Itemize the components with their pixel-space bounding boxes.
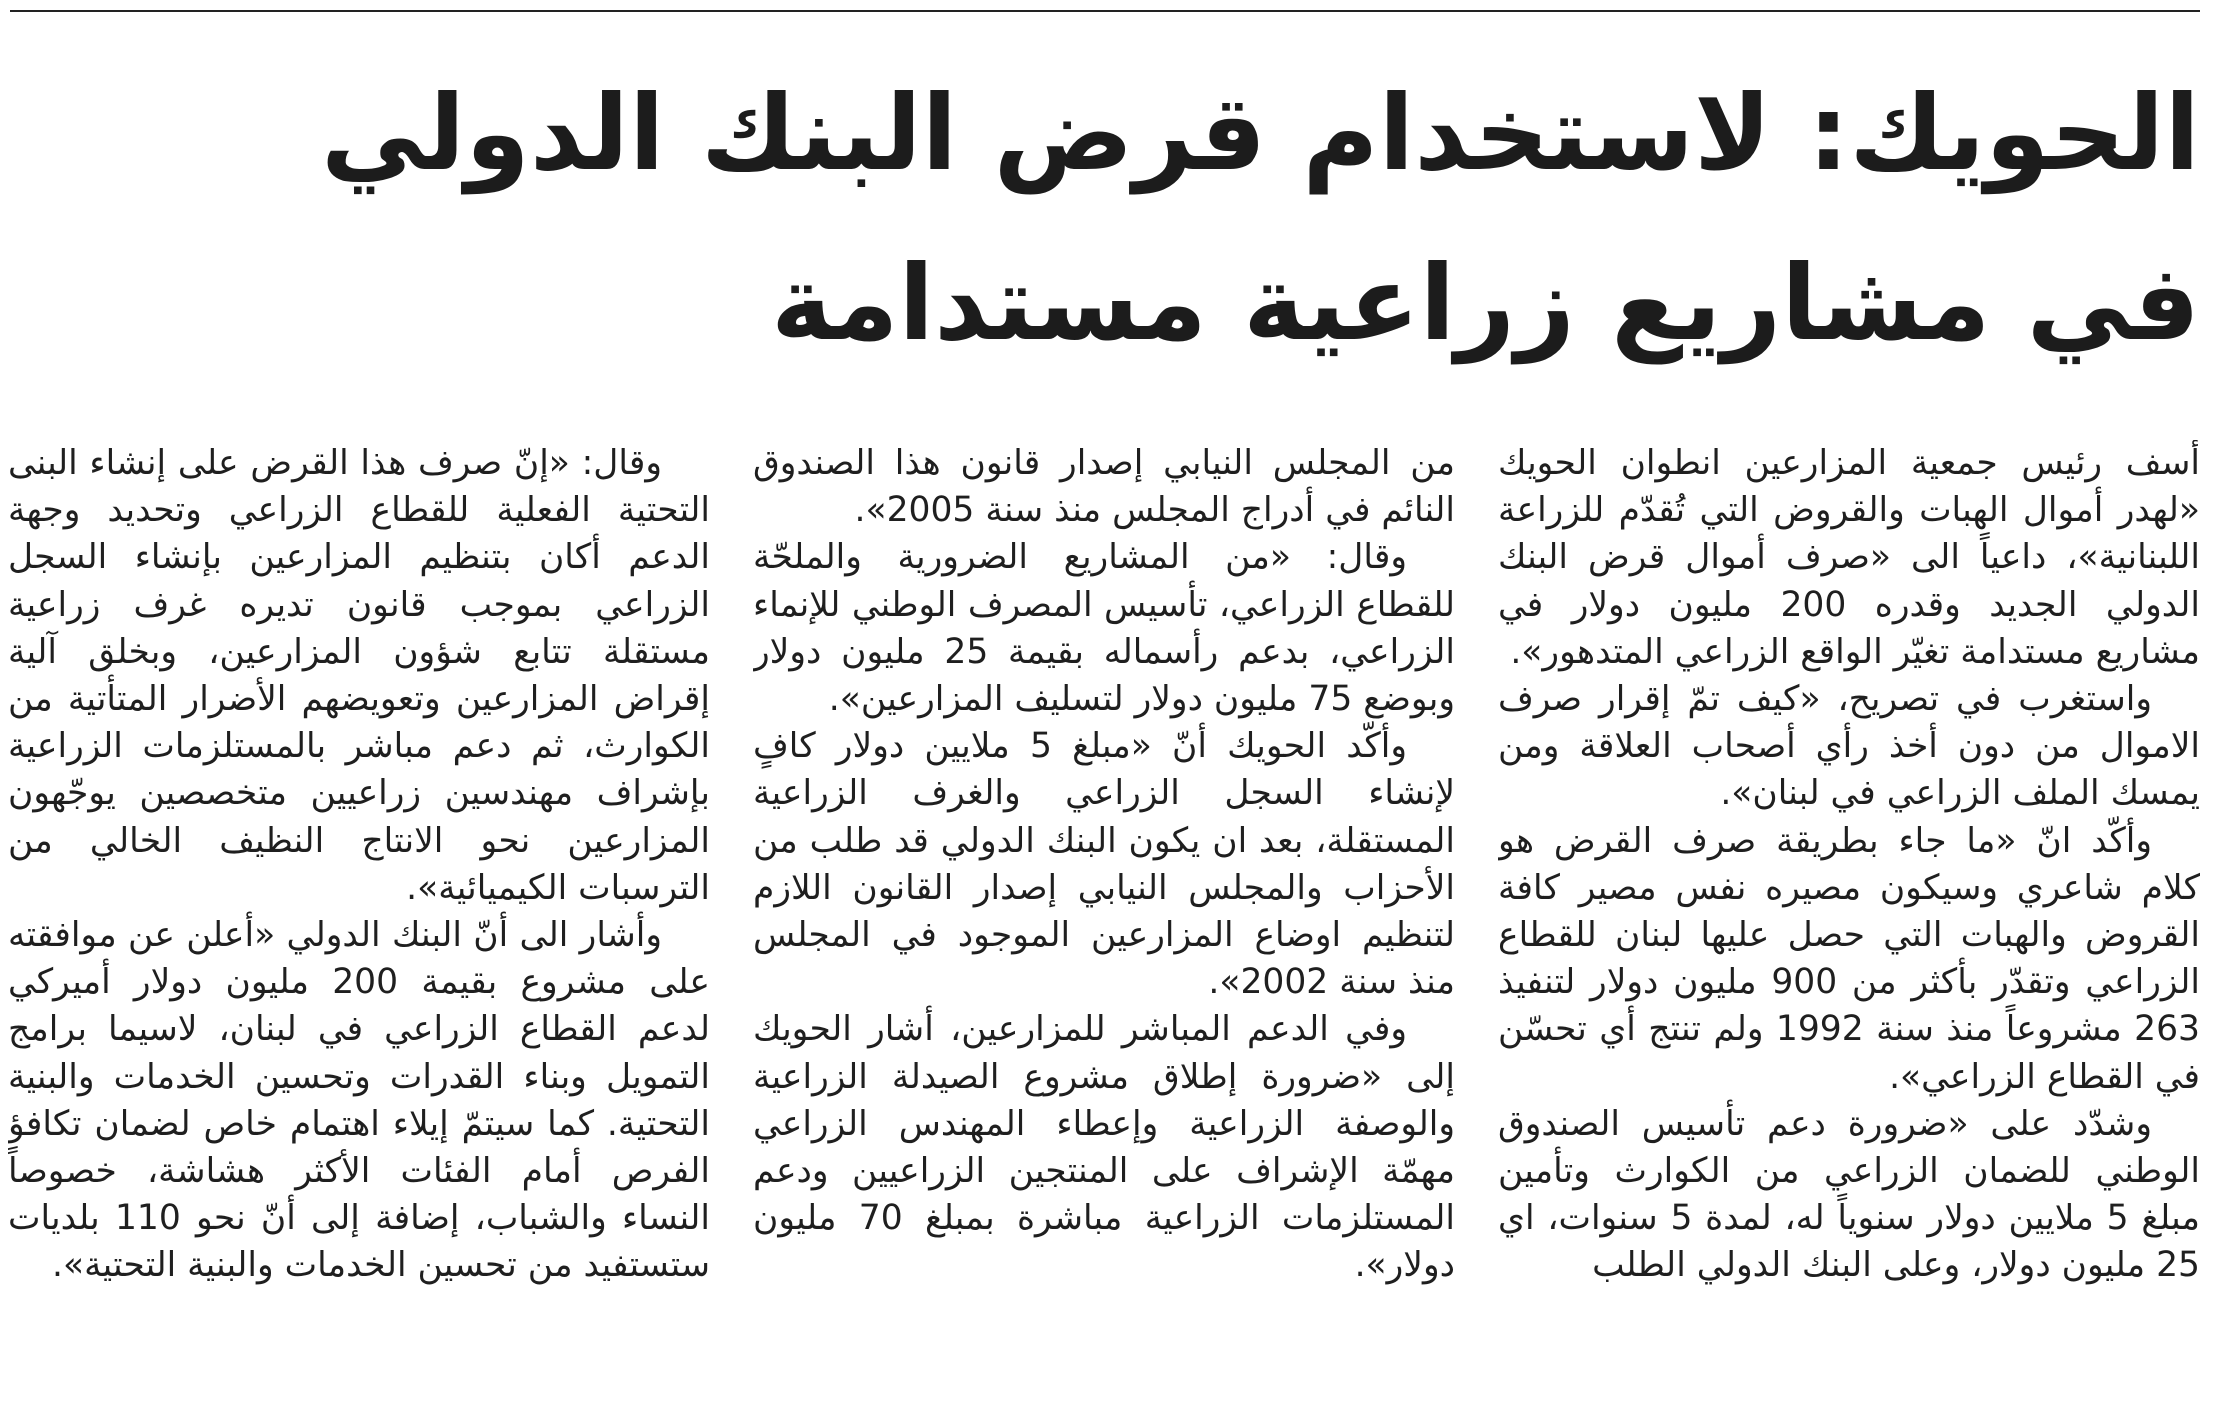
paragraph: وأكّد انّ «ما جاء بطريقة صرف القرض هو كلام شاعري وسيكون مصيره نفس مصير كافة القروض والهبات التي حصل عليها لبنان للقطاع الزراعي وتقدّر بأكثر من 900 مليون دولار لتنفيذ 263 مشروعاً منذ سنة 1992 ولم تنتج أي تحسّن في القطاع الزراعي». xyxy=(1498,820,2200,1097)
paragraph: وأشار الى أنّ البنك الدولي «أعلن عن موافقته على مشروع بقيمة 200 مليون دولار أميركي لدعم القطاع الزراعي في لبنان، لاسيما برامج التمويل وبناء القدرات وتحسين الخدمات والبنية التحتية. كما سيتمّ إيلاء اهتمام خاص لضمان تكافؤ الفرص أمام الفئات الأكثر هشاشة، خصوصاً النساء والشباب، إضافة إلى أنّ نحو 110 بلديات ستستفيد من تحسين الخدمات والبنية التحتية». xyxy=(8,915,710,1286)
article-column-3 xyxy=(8,440,710,1400)
article-column-1 xyxy=(1498,440,2200,1400)
paragraph: من المجلس النيابي إصدار قانون هذا الصندوق النائم في أدراج المجلس منذ سنة 2005». xyxy=(753,443,1455,531)
paragraph: أسف رئيس جمعية المزارعين انطوان الحويك «لهدر أموال الهبات والقروض التي تُقدّم للزراعة اللبنانية»، داعياً الى «صرف أموال قرض البنك الدولي الجديد وقدره 200 مليون دولار في مشاريع مستدامة تغيّر الواقع الزراعي المتدهور». xyxy=(1498,443,2200,672)
paragraph: وقال: «إنّ صرف هذا القرض على إنشاء البنى التحتية الفعلية للقطاع الزراعي وتحديد وجهة الدعم أكان بتنظيم المزارعين بإنشاء السجل الزراعي بموجب قانون تديره غرف زراعية مستقلة تتابع شؤون المزارعين، وبخلق آلية إقراض المزارعين وتعويضهم الأضرار المتأتية من الكوارث، ثم دعم مباشر بالمستلزمات الزراعية بإشراف مهندسين زراعيين متخصصين يوجّهون المزارعين نحو الانتاج النظيف الخالي من الترسبات الكيميائية». xyxy=(8,443,710,908)
paragraph: وقال: «من المشاريع الضرورية والملحّة للقطاع الزراعي، تأسيس المصرف الوطني للإنماء الزراعي، بدعم رأسماله بقيمة 25 مليون دولار وبوضع 75 مليون دولار لتسليف المزارعين». xyxy=(753,537,1455,720)
headline-line-1: الحويك: لاستخدام قرض البنك الدولي xyxy=(320,72,2200,194)
article-body xyxy=(8,440,2200,1400)
paragraph: وفي الدعم المباشر للمزارعين، أشار الحويك إلى «ضرورة إطلاق مشروع الصيدلة الزراعية والوصفة الزراعية وإعطاء المهندس الزراعي مهمّة الإشراف على المنتجين الزراعيين ودعم المستلزمات الزراعية مباشرة بمبلغ 70 مليون دولار». xyxy=(753,1009,1455,1286)
paragraph: واستغرب في تصريح، «كيف تمّ إقرار صرف الاموال من دون أخذ رأي أصحاب العلاقة ومن يمسك الملف الزراعي في لبنان». xyxy=(1498,679,2200,814)
paragraph: وأكّد الحويك أنّ «مبلغ 5 ملايين دولار كافٍ لإنشاء السجل الزراعي والغرف الزراعية المستقلة، بعد ان يكون البنك الدولي قد طلب من الأحزاب والمجلس النيابي إصدار القانون اللازم لتنظيم اوضاع المزارعين الموجود في المجلس منذ سنة 2002». xyxy=(753,726,1455,1003)
article-column-2 xyxy=(753,440,1455,1400)
headline-line-2: في مشاريع زراعية مستدامة xyxy=(771,242,2200,364)
paragraph: وشدّد على «ضرورة دعم تأسيس الصندوق الوطني للضمان الزراعي من الكوارث وتأمين مبلغ 5 ملايين دولار سنوياً له، لمدة 5 سنوات، اي 25 مليون دولار، وعلى البنك الدولي الطلب xyxy=(1498,1103,2200,1286)
headline xyxy=(300,48,2200,388)
top-divider xyxy=(10,10,2200,12)
